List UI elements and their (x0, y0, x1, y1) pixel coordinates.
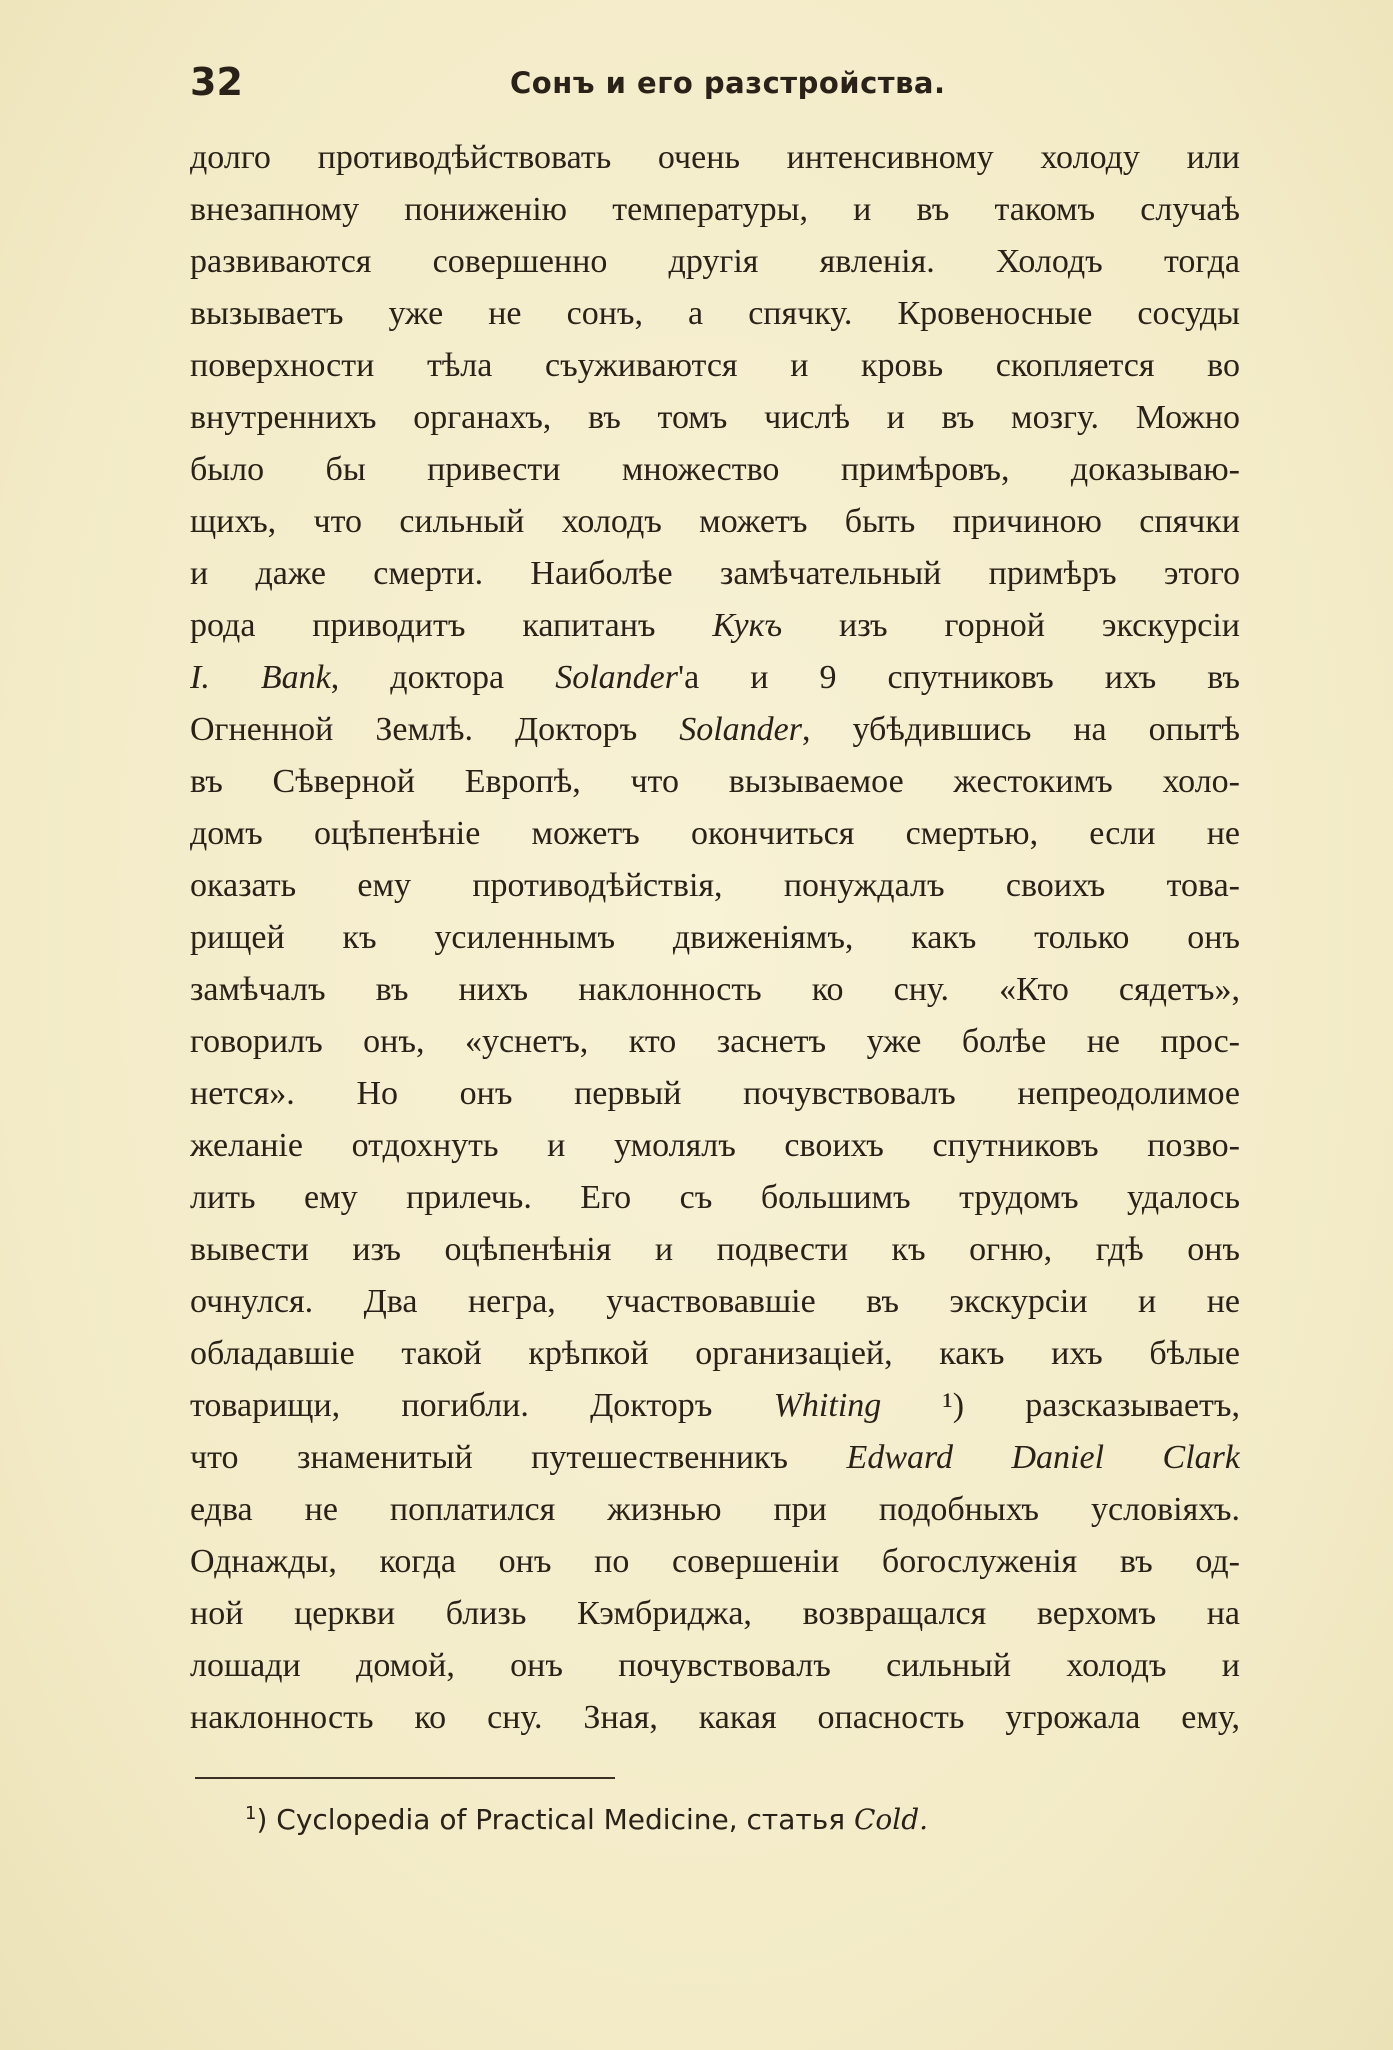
text-line: развиваются совершенно другія явленія. Холодъ тогда (190, 243, 1240, 280)
text-line: едва не поплатился жизнью при подобныхъ условіяхъ. (190, 1491, 1240, 1528)
text-line: поверхности тѣла съуживаются и кровь скопляется во (190, 347, 1240, 384)
footnote-italic: Cold. (853, 1803, 929, 1836)
footnote-rule (195, 1777, 615, 1779)
text-line: было бы привести множество примѣровъ, доказываю- (190, 451, 1240, 488)
text-line: нется». Но онъ первый почувствовалъ непреодолимое (190, 1075, 1240, 1112)
text-line: внезапному пониженію температуры, и въ такомъ случаѣ (190, 191, 1240, 228)
text-line: и даже смерти. Наиболѣе замѣчательный примѣръ этого (190, 555, 1240, 592)
text-line: очнулся. Два негра, участвовавшіе въ экскурсіи и не (190, 1283, 1240, 1320)
text-line: Однажды, когда онъ по совершеніи богослуженія въ од- (190, 1543, 1240, 1580)
text-line: внутреннихъ органахъ, въ томъ числѣ и въ мозгу. Можно (190, 399, 1240, 436)
text-line: долго противодѣйствовать очень интенсивному холоду или (190, 139, 1240, 176)
text-line: лить ему прилечь. Его съ большимъ трудомъ удалось (190, 1179, 1240, 1216)
text-line: рищей къ усиленнымъ движеніямъ, какъ только онъ (190, 919, 1240, 956)
body-text (190, 132, 1240, 1744)
text-line: домъ оцѣпенѣніе можетъ окончиться смертью, если не (190, 815, 1240, 852)
text-line: желаніе отдохнуть и умолялъ своихъ спутниковъ позво- (190, 1127, 1240, 1164)
text-line: Огненной Землѣ. Докторъ Solander, убѣдившись на опытѣ (190, 711, 1240, 748)
text-line: I. Bank, доктора Solander'а и 9 спутниковъ ихъ въ (190, 659, 1240, 696)
text-line: товарищи, погибли. Докторъ Whiting ¹) разсказываетъ, (190, 1387, 1240, 1424)
text-line: ной церкви близь Кэмбриджа, возвращался верхомъ на (190, 1595, 1240, 1632)
footnote-text: ) Cyclopedia of Practical Medicine, статья (256, 1803, 854, 1836)
text-line: вывести изъ оцѣпенѣнія и подвести къ огню, гдѣ онъ (190, 1231, 1240, 1268)
text-line: щихъ, что сильный холодъ можетъ быть причиною спячки (190, 503, 1240, 540)
footnote (245, 1803, 928, 1836)
text-line: наклонность ко сну. Зная, какая опасность угрожала ему, (190, 1699, 1240, 1736)
text-line: вызываетъ уже не сонъ, а спячку. Кровеносные сосуды (190, 295, 1240, 332)
text-line: замѣчалъ въ нихъ наклонность ко сну. «Кто сядетъ», (190, 971, 1240, 1008)
running-title: Сонъ и его разстройства. (510, 66, 946, 100)
text-line: оказать ему противодѣйствія, понуждалъ своихъ това- (190, 867, 1240, 904)
footnote-marker: 1 (245, 1803, 257, 1824)
text-line: говорилъ онъ, «уснетъ, кто заснетъ уже болѣе не прос- (190, 1023, 1240, 1060)
text-line: рода приводитъ капитанъ Кукъ изъ горной экскурсіи (190, 607, 1240, 644)
page-number: 32 (190, 60, 243, 104)
text-line: что знаменитый путешественникъ Edward Daniel Clark (190, 1439, 1240, 1476)
text-line: лошади домой, онъ почувствовалъ сильный холодъ и (190, 1647, 1240, 1684)
text-line: обладавшіе такой крѣпкой организаціей, какъ ихъ бѣлые (190, 1335, 1240, 1372)
text-line: въ Сѣверной Европѣ, что вызываемое жестокимъ холо- (190, 763, 1240, 800)
page-header (190, 56, 1240, 116)
